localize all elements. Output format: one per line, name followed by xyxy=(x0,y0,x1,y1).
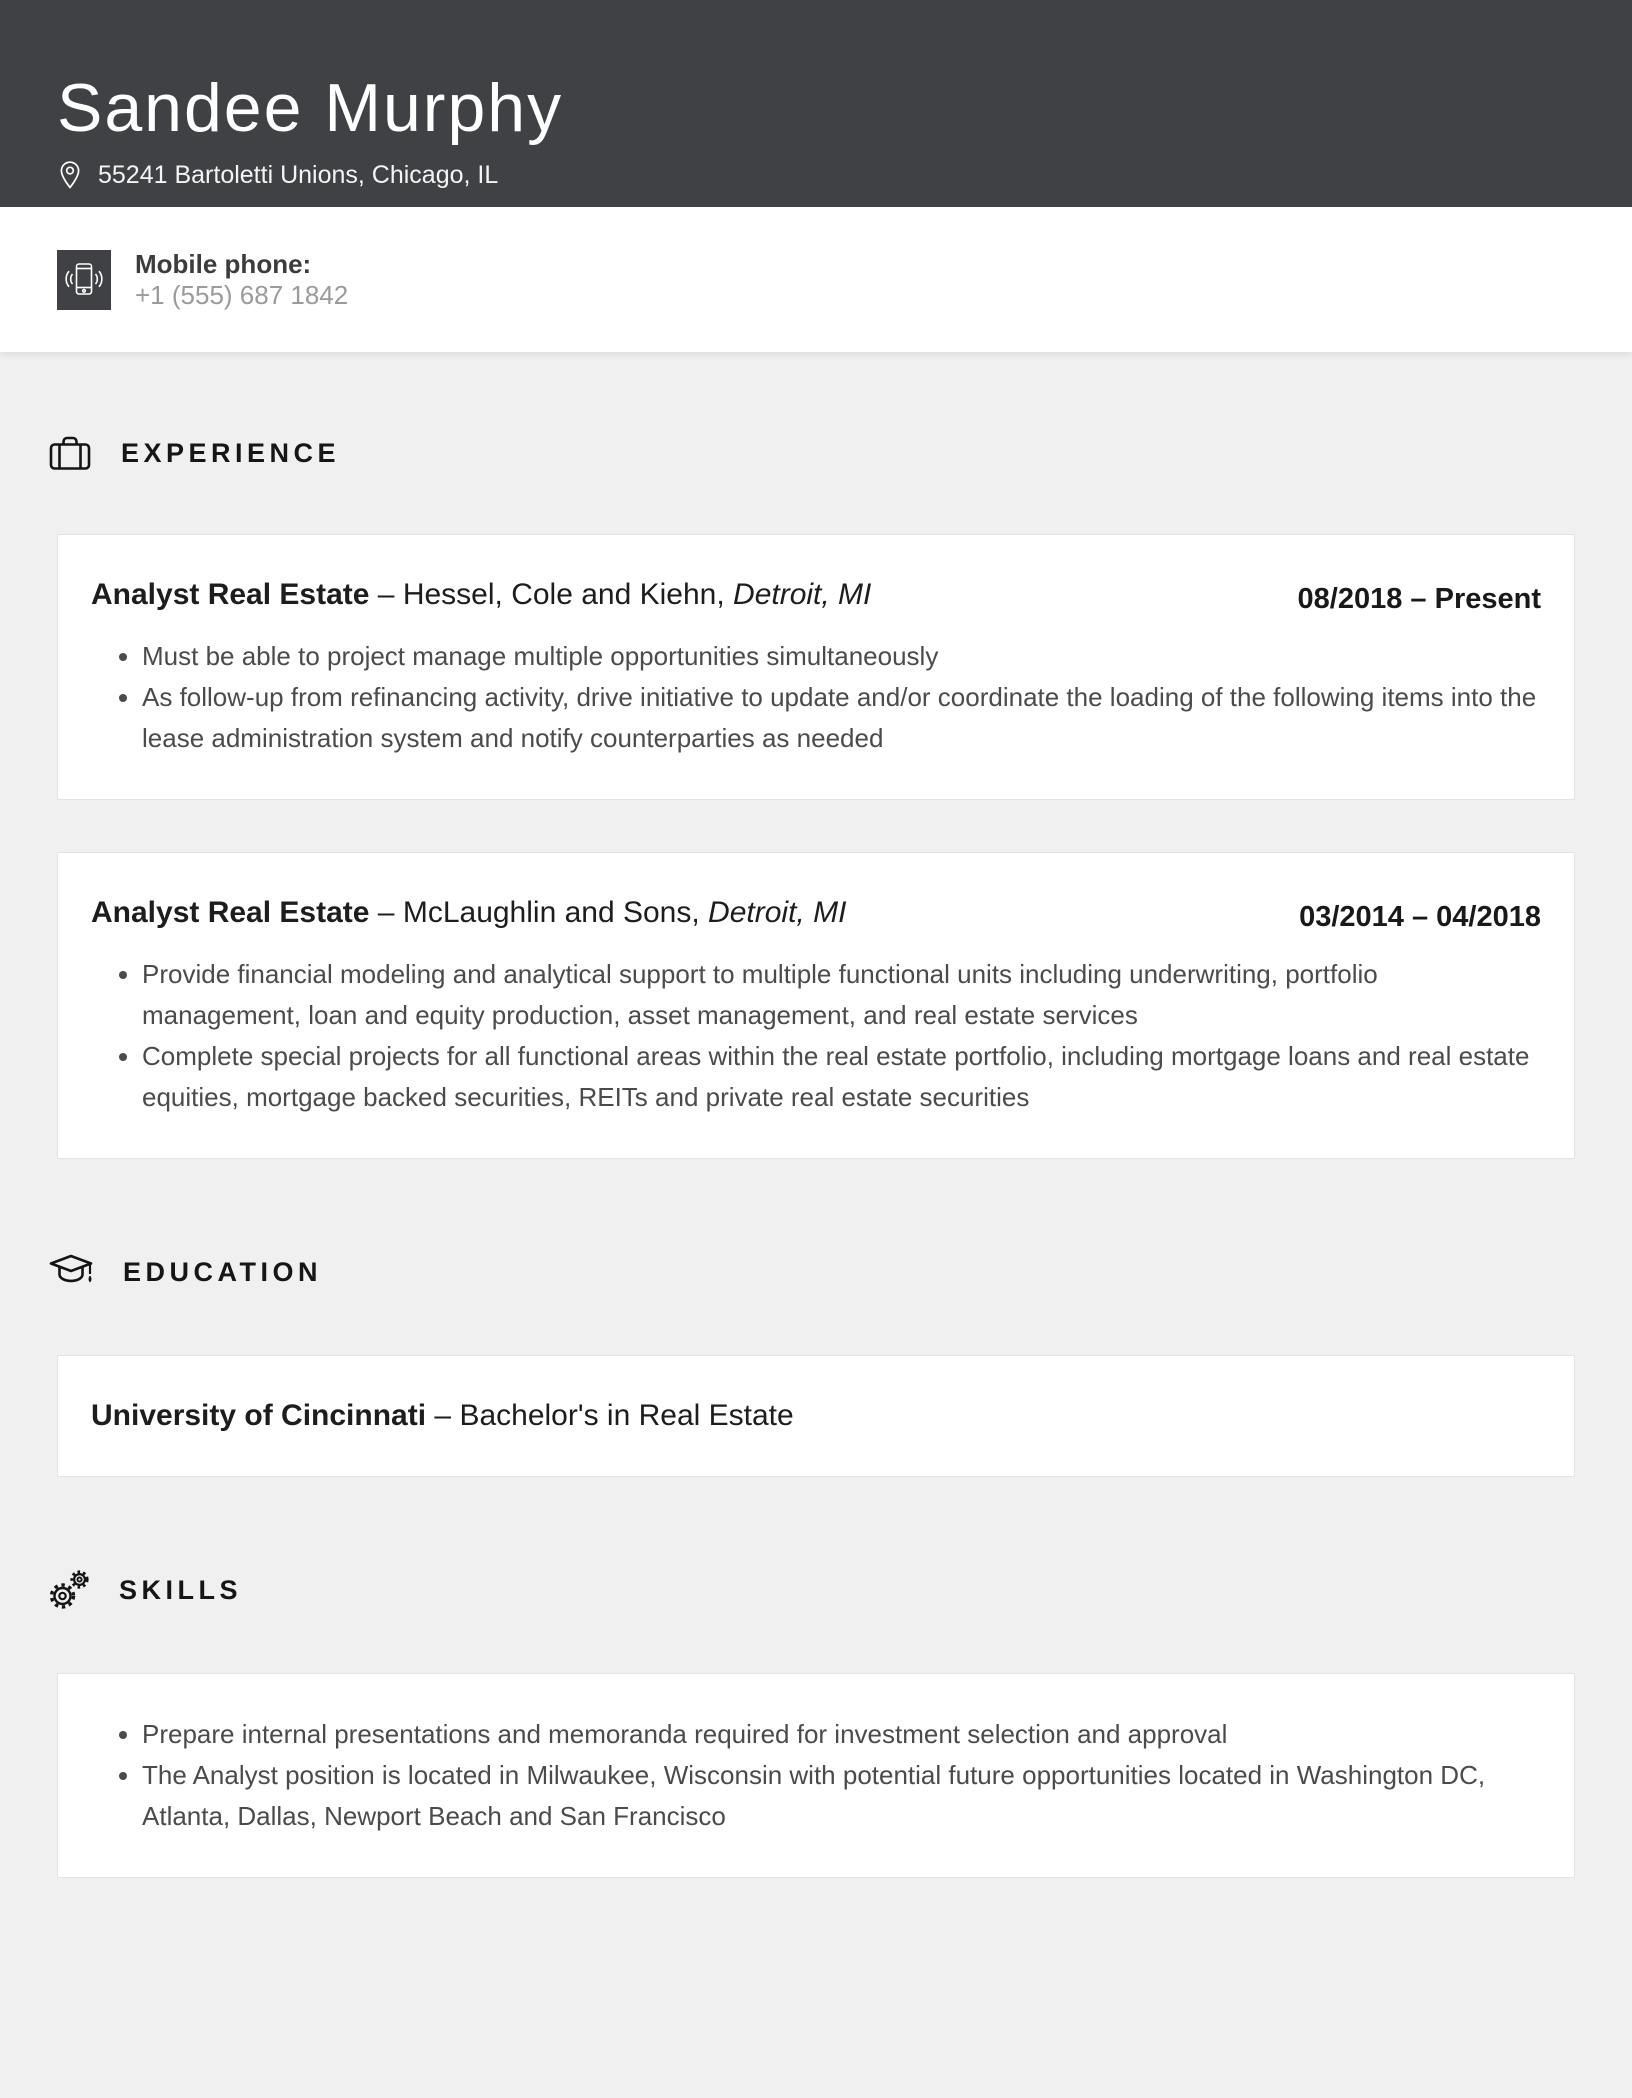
skills-section-header xyxy=(48,1477,1575,1610)
job-company: Hessel, Cole and Kiehn, xyxy=(402,578,725,611)
experience-card-2 xyxy=(57,852,1575,1159)
job-dates: 03/2014 – 04/2018 xyxy=(1299,901,1541,933)
job-bullet-list xyxy=(91,954,1541,1118)
contact-bar xyxy=(0,207,1632,352)
job-separator: – xyxy=(377,578,395,611)
skills-section-title: SKILLS xyxy=(119,1574,243,1605)
job-header xyxy=(91,893,1541,934)
job-company: McLaughlin and Sons, xyxy=(402,896,700,929)
skills-card xyxy=(57,1673,1575,1878)
resume-header xyxy=(0,0,1632,207)
mobile-phone-icon xyxy=(57,250,111,310)
education-separator: – xyxy=(434,1399,452,1432)
job-role: Analyst Real Estate xyxy=(91,896,370,929)
job-bullet: • Provide financial modeling and analytical support to multiple functional units including underwriting, portfolio management, loan and equity production, asset management, and real estate services xyxy=(142,954,1541,1036)
job-location: Detroit, MI xyxy=(733,578,872,611)
job-location: Detroit, MI xyxy=(708,896,847,929)
education-title xyxy=(91,1396,1541,1436)
experience-section-header xyxy=(48,352,1575,471)
briefcase-icon xyxy=(48,435,92,471)
experience-card-1 xyxy=(57,534,1575,800)
job-header xyxy=(91,575,1541,616)
job-separator: – xyxy=(377,896,395,929)
skills-bullet-list xyxy=(91,1714,1541,1837)
address-row xyxy=(57,160,1575,190)
job-bullet: • Complete special projects for all functional areas within the real estate portfolio, including mortgage loans and real estate equities, mortgage backed securities, REITs and private real estate securities xyxy=(142,1036,1541,1118)
graduation-cap-icon xyxy=(48,1252,94,1292)
education-section-title: EDUCATION xyxy=(123,1256,322,1287)
section-education xyxy=(57,1159,1575,1477)
skills-bullet: • Prepare internal presentations and memoranda required for investment selection and approval xyxy=(142,1714,1541,1755)
education-school: University of Cincinnati xyxy=(91,1399,427,1432)
candidate-address: 55241 Bartoletti Unions, Chicago, IL xyxy=(98,160,499,189)
education-card xyxy=(57,1355,1575,1477)
section-skills xyxy=(57,1477,1575,1878)
education-section-header xyxy=(48,1159,1575,1292)
education-degree: Bachelor's in Real Estate xyxy=(459,1399,794,1432)
mobile-phone-number: +1 (555) 687 1842 xyxy=(135,279,349,310)
resume-body xyxy=(0,352,1632,1878)
job-title xyxy=(91,893,846,933)
candidate-name: Sandee Murphy xyxy=(57,70,564,146)
location-pin-icon xyxy=(57,160,83,190)
gears-icon xyxy=(48,1570,90,1610)
job-bullet: • Must be able to project manage multiple opportunities simultaneously xyxy=(142,636,1541,677)
job-title xyxy=(91,575,871,615)
contact-text xyxy=(135,249,348,311)
section-experience xyxy=(57,352,1575,1159)
job-role: Analyst Real Estate xyxy=(91,578,370,611)
experience-section-title: EXPERIENCE xyxy=(121,437,341,468)
job-bullet: • As follow-up from refinancing activity, drive initiative to update and/or coordinate the loading of the following items into the lease administration system and notify counterparties as needed xyxy=(142,677,1541,759)
job-dates: 08/2018 – Present xyxy=(1297,583,1541,615)
job-bullet-list xyxy=(91,636,1541,759)
skills-bullet: • The Analyst position is located in Milwaukee, Wisconsin with potential future opportunities located in Washington DC, Atlanta, Dallas, Newport Beach and San Francisco xyxy=(142,1755,1541,1837)
mobile-phone-label: Mobile phone: xyxy=(135,248,312,279)
